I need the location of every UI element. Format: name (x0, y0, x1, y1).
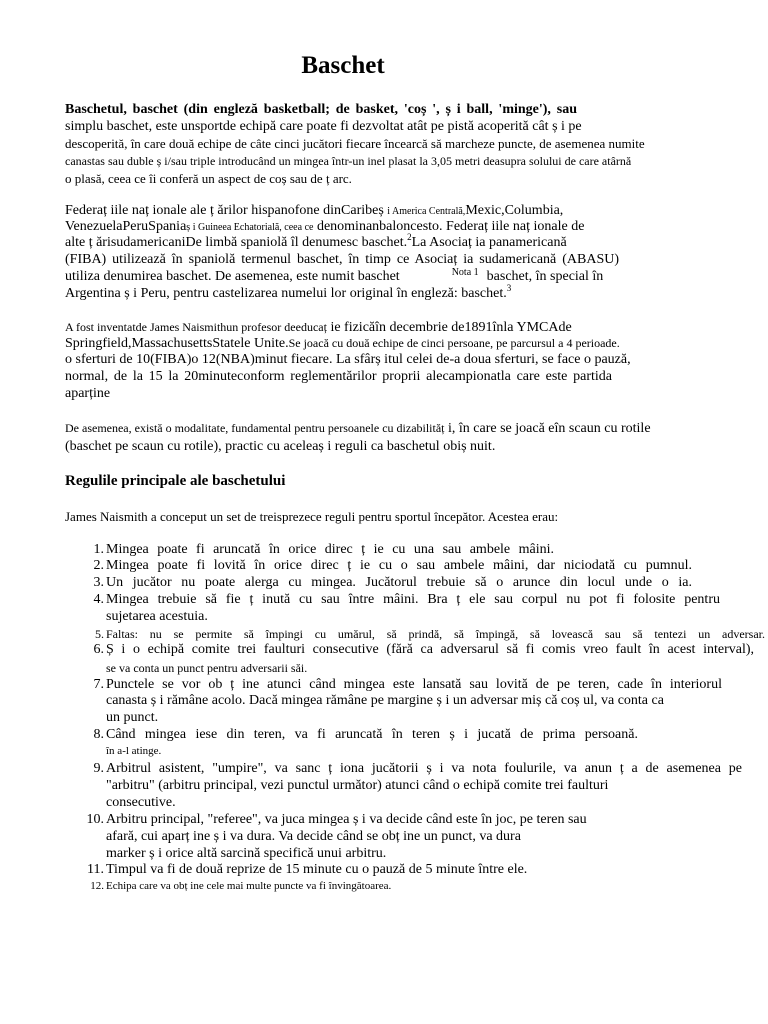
list-item-number: 11. (87, 862, 104, 877)
fed-line-1: Federaț iile naț ionale ale ț ărilor hispanofone dinCaribeș i America Centrală,Mexic,Columbia, (65, 203, 564, 218)
list-item-text: în a-l atinge. (106, 745, 162, 757)
list-item-text: marker ș i orice altă sarcină specifică unui arbitru. (106, 846, 387, 861)
list-item-text: Când mingea iese din teren, va fi aruncată în teren ș i jucată de prima persoană. (106, 727, 638, 742)
list-item-text: Ș i o echipă comite trei faulturi consecutive (fără ca adversarul să fi comis vreo fault în acest interval), (106, 642, 754, 657)
list-item-text: Mingea poate fi lovită în orice direc ț ie cu o sau ambele mâini, dar niciodată cu pumnul. (106, 558, 692, 573)
list-item-text: Timpul va fi de două reprize de 15 minute cu o pauză de 5 minute între ele. (106, 862, 528, 877)
list-item-text: afară, cui aparț ine ș i va dura. Va decide când se obț ine un punct, va dura (106, 829, 521, 844)
hist-line-4: normal, de la 15 la 20minuteconform reglementărilor proprii alecampionatla care este partida (65, 369, 612, 384)
list-item-number: 8. (93, 727, 104, 742)
page-title: Baschet (301, 52, 385, 79)
list-item-text: Faltas: nu se permite să împingi cu umărul, să prindă, să împingă, să lovească sau să tentezi un adversar. (106, 627, 765, 641)
fed-line-3: alte ț ărisudamericaniDe limbă spaniolă îl denumesc baschet.$^2$La Asociaț ia panamericană (65, 232, 567, 250)
list-item-number: 6. (93, 642, 104, 657)
fed-line-4: (FIBA) utilizează în spaniolă termenul baschet, în timp ce Asociaț ia sudamericană (ABASU) (65, 252, 619, 267)
hist-line-3: o sferturi de 10(FIBA)o 12(NBA)minut fiecare. La sfârș itul celei de-a doua sferturi, se face o pauză, (65, 352, 631, 367)
list-item-text: un punct. (106, 710, 159, 725)
list-item-number: 5. (95, 627, 104, 641)
list-item-number: 3. (93, 575, 104, 590)
list-item-number: 2. (93, 558, 104, 573)
list-item-number: 1. (93, 542, 104, 557)
hist-line-2: Springfield,MassachusettsStatele Unite.Se joacă cu două echipe de cinci persoane, pe parcursul a 4 perioade. (65, 336, 620, 351)
list-item-text: Punctele se vor ob ț ine atunci când mingea este lansată sau lovită de pe teren, cade în interiorul (106, 677, 722, 692)
list-item-text: canasta ș i rămâne acolo. Dacă mingea rămâne pe margine ș i un adversar miș că coș ul, va conta ca (106, 693, 664, 708)
intro-line-4: canastas sau duble ș i/sau triple introducând un mingea într-un inel plasat la 3,05 metri deasupra solului de care atârnă (65, 154, 632, 168)
hist-line-1: A fost inventatde James Naismithun profesor deeducaț ie fizicăîn decembrie de1891înla YMCAde (65, 320, 572, 335)
list-item-text: Un jucător nu poate alerga cu mingea. Jucătorul trebuie să o arunce din locul unde o ia. (106, 575, 692, 590)
wheel-line-1: De asemenea, există o modalitate, fundamental pentru persoanele cu dizabilităț i, în care se joacă eîn scaun cu rotile (65, 421, 651, 436)
list-item-text: se va conta un punct pentru adversarii săi. (106, 661, 308, 675)
list-item-text: Mingea poate fi aruncată în orice direc ț ie cu una sau ambele mâini. (106, 542, 554, 557)
list-item-number: 4. (93, 592, 104, 607)
list-item-text: sujetarea acestuia. (106, 609, 208, 624)
list-item-text: consecutive. (106, 795, 176, 810)
rules-intro: James Naismith a conceput un set de treisprezece reguli pentru sportul începător. Acestea erau: (65, 509, 559, 524)
rules-heading: Regulile principale ale baschetului (65, 473, 286, 489)
list-item-number: 12. (90, 880, 104, 892)
list-item-number: 9. (93, 761, 104, 776)
list-item-text: Arbitru principal, "referee", va juca mingea ș i va decide când este în joc, pe teren sau (106, 812, 587, 827)
list-item-text: Mingea trebuie să fie ț inută cu sau între mâini. Bra ț ele sau corpul nu pot fi folosite pentru (106, 592, 720, 607)
list-item-number: 10. (86, 812, 104, 827)
fed-line-2: VenezuelaPeruSpaniaș i Guineea Echatorială, ceea ce denominanbaloncesto. Federaț iile naț ionale de (65, 219, 585, 234)
wheel-line-2: (baschet pe scaun cu rotile), practic cu aceleaș i reguli ca baschetul obiș nuit. (65, 439, 496, 454)
intro-line-2: simplu baschet, este unsportde echipă care poate fi dezvoltat atât pe pistă acoperită cât ș i pe (65, 119, 582, 134)
fed-line-6: Argentina ș i Peru, pentru castelizarea numelui lor original în engleză: baschet.$^3$ (65, 283, 512, 301)
list-item-text: "arbitru" (arbitru principal, vezi punctul următor) atunci când o echipă comite trei faulturi (106, 778, 609, 793)
hist-line-5: aparține (65, 386, 111, 401)
intro-line-3: descoperită, în care două echipe de câte cinci jucători fiecare încearcă să marcheze puncte, de asemenea numite (65, 136, 645, 151)
list-item-text: Echipa care va obț ine cele mai multe puncte va fi învingătoarea. (106, 880, 392, 892)
fed-line-5: utiliza denumirea baschet. De asemenea, este numit baschet $^{Nota 1}$ baschet, în special în (65, 267, 604, 284)
intro-line-1: Baschetul, baschet (din engleză basketball; de basket, 'coș ', ș i ball, 'minge'), sau (65, 102, 577, 117)
list-item-number: 7. (93, 677, 104, 692)
intro-line-5: o plasă, ceea ce îi conferă un aspect de coș sau de ț arc. (65, 171, 352, 186)
list-item-text: Arbitrul asistent, "umpire", va sanc ț iona jucătorii ș i va nota foulurile, va anun ț a de asemenea pe (106, 761, 742, 776)
